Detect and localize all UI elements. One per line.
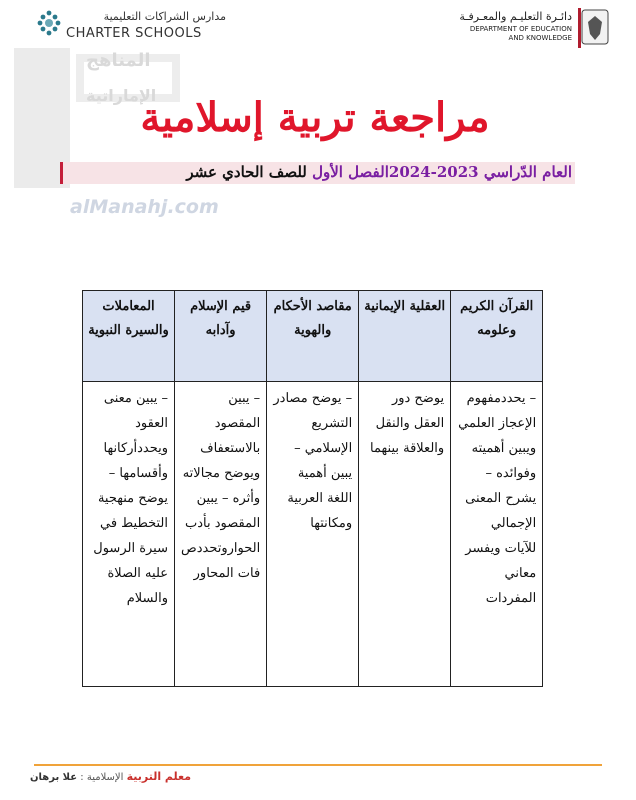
charter-arabic-name: مدارس الشراكات التعليمية [103, 10, 226, 23]
table-header-row [83, 291, 543, 382]
table-cell: – يحددمفهوم الإعجاز العلمي ويبين أهميته وفوائده –يشرح المعنى الإجمالي للآيات ويفسر معاني المفردات [451, 382, 543, 687]
charter-schools-logo [36, 8, 226, 42]
footer-divider [34, 764, 602, 766]
table-header-cell: العقلية الإيمانية [359, 291, 451, 382]
footer-teacher-name: علا برهان [30, 772, 78, 783]
charter-emblem-icon [36, 8, 62, 38]
footer [30, 770, 191, 783]
page-title: مراجعة تربية إسلامية [140, 94, 490, 141]
footer-teacher-title: معلم التربية [126, 770, 192, 783]
department-english-line2: AND KNOWLEDGE [508, 34, 572, 42]
table-cell: – يبين المقصود بالاستعفاف ويوضح مجالاته وأثره – يبين المقصود بأدب الحواروتحددص فات المحاور [175, 382, 267, 687]
charter-english-name: CHARTER SCHOOLS [66, 26, 202, 41]
department-english-line1: DEPARTMENT OF EDUCATION [469, 25, 572, 33]
table-header-cell: القرآن الكريم وعلومه [451, 291, 543, 382]
footer-subject: الإسلامية : [77, 772, 127, 783]
table-row [83, 382, 543, 687]
subtitle-grade: للصف الحادي عشر [186, 163, 307, 181]
department-arabic-name: دائـرة التعليـم والمعـرفـة [459, 10, 572, 23]
subtitle-year-term: العام الدّراسي 2023-2024الفصل الأول [306, 163, 572, 181]
department-logo [459, 8, 612, 50]
review-table [82, 290, 543, 687]
abu-dhabi-emblem-icon [578, 8, 612, 48]
watermark-text-line1: المناهج [86, 50, 151, 71]
watermark-text-line2: الإماراتية [86, 86, 157, 105]
review-table-wrapper [82, 290, 543, 687]
table-header-cell: مقاصد الأحكام والهوية [267, 291, 359, 382]
table-cell: يوضح دور العقل والنقل والعلاقة بينهما [359, 382, 451, 687]
watermark-site-text: alManahj.com [70, 196, 219, 218]
table-cell: – يوضح مصادر التشريع الإسلامي – يبين أهمية اللغة العربية ومكانتها [267, 382, 359, 687]
table-header-cell: قيم الإسلام وآدابه [175, 291, 267, 382]
table-header-cell: المعاملات والسيرة النبوية [83, 291, 175, 382]
table-cell: – يبين معنى العقود ويحددأركانها وأقسامها – يوضح منهجية التخطيط في سيرة الرسول عليه الصلاة والسلام [83, 382, 175, 687]
subtitle [186, 161, 572, 183]
